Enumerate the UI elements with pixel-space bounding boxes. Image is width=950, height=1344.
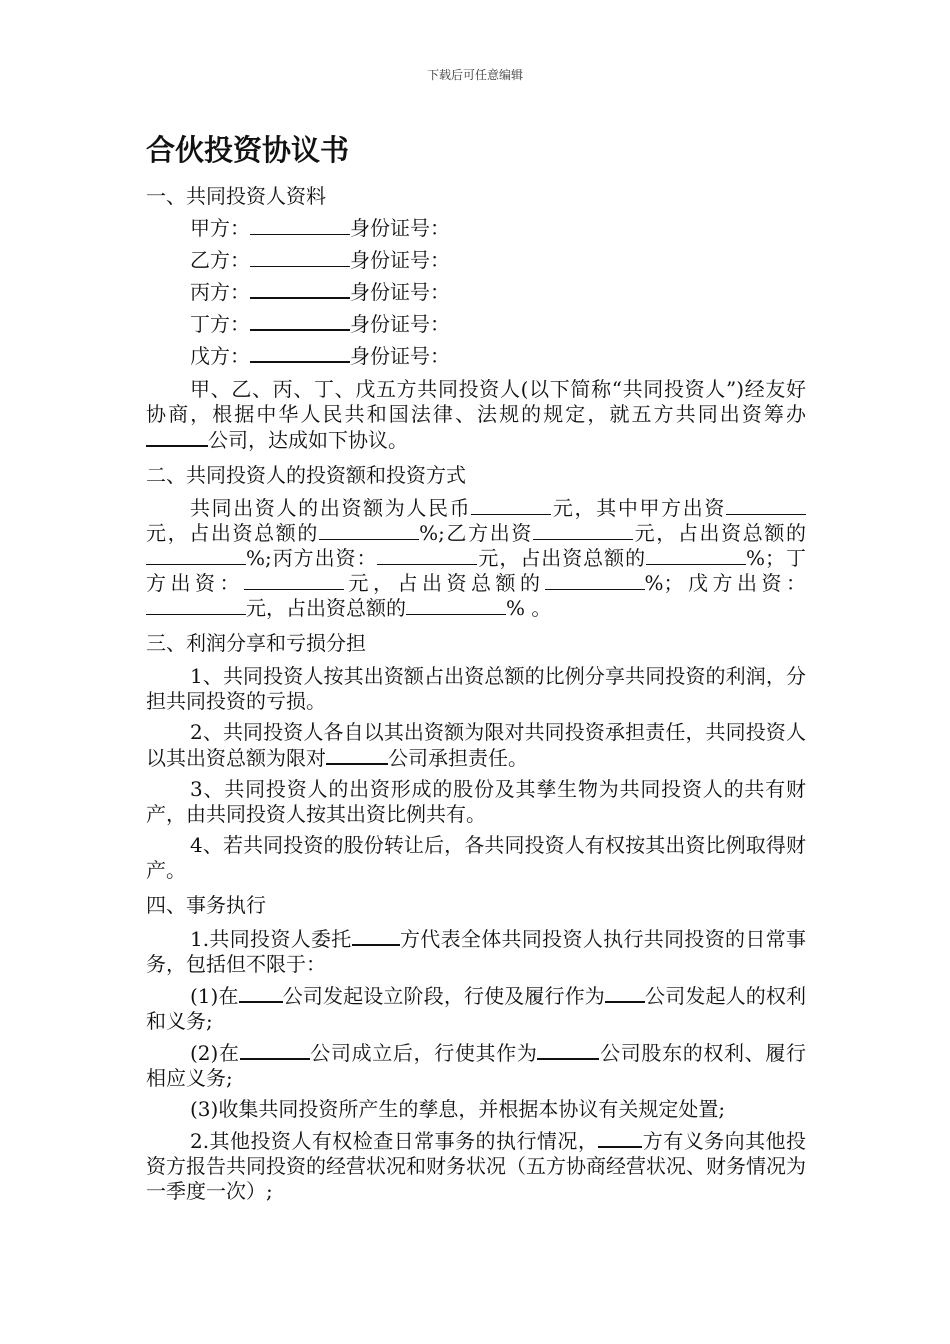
amount-blank[interactable] xyxy=(244,571,344,590)
clause-3-4: 4、若共同投资的股份转让后，各共同投资人有权按其出资比例取得财产。 xyxy=(146,833,806,882)
party-row-a: 甲方： 身份证号： xyxy=(190,216,450,240)
name-blank[interactable] xyxy=(250,343,350,363)
party-row-c: 丙方： 身份证号： xyxy=(190,280,450,304)
amount-blank[interactable] xyxy=(726,496,806,515)
name-blank[interactable] xyxy=(250,279,350,299)
company-name-blank[interactable] xyxy=(239,983,283,1003)
party-blank[interactable] xyxy=(352,926,400,946)
clause-4-2: 2.其他投资人有权检查日常事务的执行情况， 方有义务向其他投资方报告共同投资的经营状况和财务状况（五方协商经营状况、财务情况为一季度一次）; xyxy=(146,1129,806,1203)
section-4-heading: 四、事务执行 xyxy=(146,893,266,917)
party-row-b: 乙方： 身份证号： xyxy=(190,248,450,272)
company-name-blank[interactable] xyxy=(537,1040,599,1060)
percent-blank[interactable] xyxy=(406,596,506,615)
name-blank[interactable] xyxy=(250,216,350,235)
section-3-heading: 三、利润分享和亏损分担 xyxy=(146,631,366,655)
company-name-blank[interactable] xyxy=(240,1040,310,1060)
company-name-blank[interactable] xyxy=(605,983,645,1003)
party-row-e: 戊方： 身份证号： xyxy=(190,344,450,368)
name-blank[interactable] xyxy=(250,248,350,267)
investment-paragraph: 共同出资人的出资额为人民币 元，其中甲方出资元，占出资总额的 %;乙方出资 元，占出资总额的%;丙方出资： 元，占出资总额的 %；丁方出资： 元，占出资总额的 %；戊方出资：元，占出资总额的 % 。 xyxy=(146,496,807,620)
document-title: 合伙投资协议书 xyxy=(146,133,350,167)
amount-blank[interactable] xyxy=(471,496,551,515)
clause-4-1-sub-2: (2)在 公司成立后，行使其作为 公司股东的权利、履行相应义务; xyxy=(146,1041,806,1090)
section-2-heading: 二、共同投资人的投资额和投资方式 xyxy=(146,463,466,487)
company-name-blank[interactable] xyxy=(146,427,208,447)
party-row-d: 丁方： 身份证号： xyxy=(190,312,450,336)
company-name-blank[interactable] xyxy=(326,745,388,765)
document-body xyxy=(146,130,806,1210)
intro-paragraph: 甲、乙、丙、丁、戊五方共同投资人(以下简称“共同投资人”)经友好协商，根据中华人民共和国法律、法规的规定，就五方共同出资筹办公司，达成如下协议。 xyxy=(146,377,806,452)
page-header-note: 下载后可任意编辑 xyxy=(426,68,523,82)
name-blank[interactable] xyxy=(250,311,350,331)
party-blank[interactable] xyxy=(598,1128,642,1148)
clause-3-1: 1、共同投资人按其出资额占出资总额的比例分享共同投资的利润，分担共同投资的亏损。 xyxy=(146,664,806,713)
amount-blank[interactable] xyxy=(146,596,246,615)
percent-blank[interactable] xyxy=(646,546,746,565)
amount-blank[interactable] xyxy=(377,546,477,565)
percent-blank[interactable] xyxy=(146,546,246,565)
percent-blank[interactable] xyxy=(319,521,419,540)
clause-4-1: 1.共同投资人委托 方代表全体共同投资人执行共同投资的日常事务，包括但不限于： xyxy=(146,927,807,976)
percent-blank[interactable] xyxy=(545,571,645,590)
clause-3-3: 3、共同投资人的出资形成的股份及其孳生物为共同投资人的共有财产，由共同投资人按其出资比例共有。 xyxy=(146,777,806,826)
clause-4-1-sub-3: (3)收集共同投资所产生的孳息，并根据本协议有关规定处置; xyxy=(190,1097,726,1121)
clause-3-2: 2、共同投资人各自以其出资额为限对共同投资承担责任，共同投资人以其出资总额为限对 公司承担责任。 xyxy=(146,720,806,770)
clause-4-1-sub-1: (1)在 公司发起设立阶段，行使及履行作为 公司发起人的权利和义务; xyxy=(146,984,807,1033)
amount-blank[interactable] xyxy=(533,521,633,540)
section-1-heading: 一、共同投资人资料 xyxy=(146,184,326,208)
